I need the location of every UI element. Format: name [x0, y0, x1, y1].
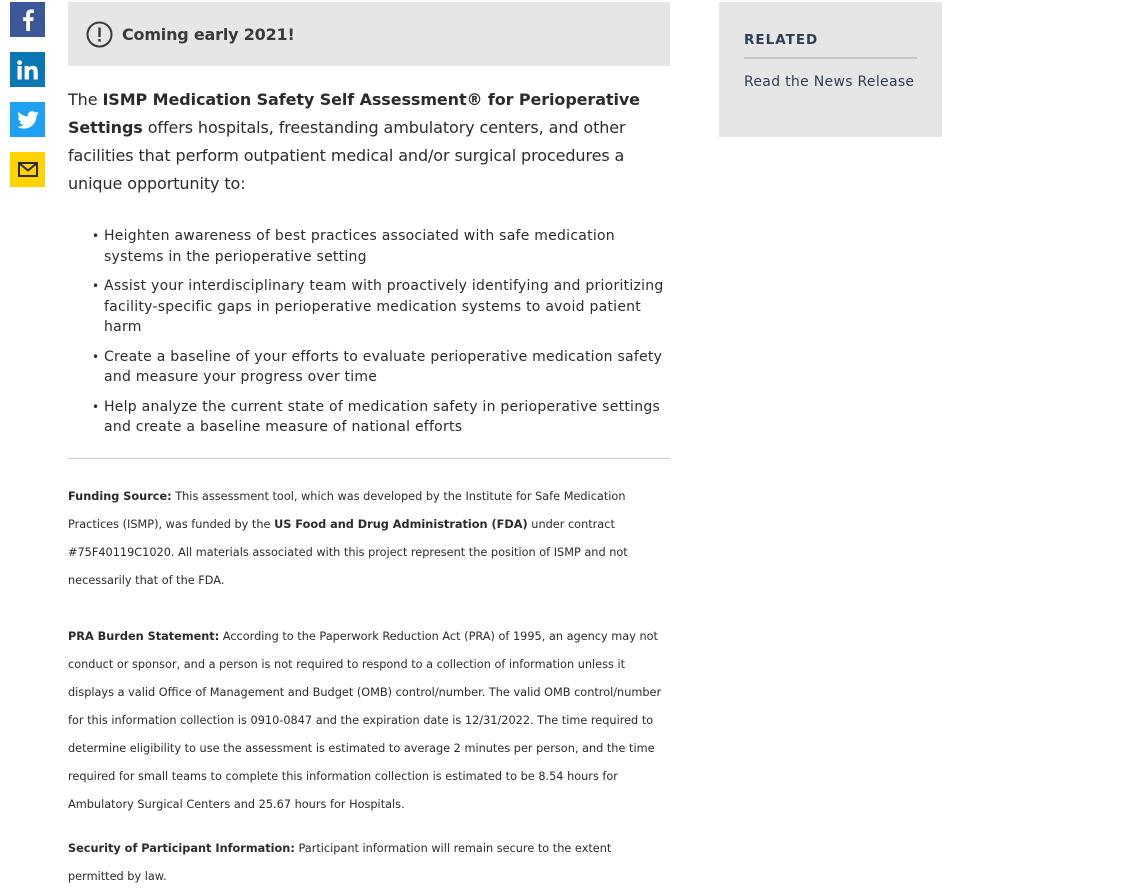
section-divider	[68, 458, 670, 459]
related-panel	[719, 2, 942, 137]
list-item: • Heighten awareness of best practices associated with safe medication systems in the perioperative setting	[92, 226, 670, 267]
social-share-bar	[10, 2, 45, 202]
funding-text-2: under contract #75F40119C1020. All materials associated with this project represent the position of ISMP and not necessarily that of the FDA.	[68, 517, 628, 587]
email-icon	[18, 162, 38, 177]
related-heading: RELATED	[744, 32, 819, 48]
intro-lead: The	[68, 90, 103, 109]
coming-soon-notice	[68, 2, 670, 66]
security-text: Participant information will remain secure to the extent permitted by law.	[68, 841, 612, 883]
funding-source-paragraph	[68, 483, 670, 595]
twitter-icon	[17, 111, 39, 129]
notice-title: Coming early 2021!	[122, 24, 295, 44]
linkedin-icon	[17, 60, 39, 80]
funding-label: Funding Source:	[68, 489, 172, 503]
funding-text-1: This assessment tool, which was developed by the Institute for Safe Medication Practices (ISMP), was funded by the	[68, 489, 626, 531]
linkedin-share-button[interactable]	[10, 52, 45, 87]
list-item: • Help analyze the current state of medication safety in perioperative settings and create a baseline measure of national efforts	[92, 397, 670, 438]
list-item: • Create a baseline of your efforts to evaluate perioperative medication safety and measure your progress over time	[92, 347, 670, 388]
exclamation-circle-icon	[86, 21, 113, 48]
pra-text: According to the Paperwork Reduction Act (PRA) of 1995, an agency may not conduct or sponsor, and a person is not required to respond to a collection of information unless it displays a valid Office of Management and Budget (OMB) control/number. The valid OMB control/number for this information collection is 0910-0847 and the expiration date is 12/31/2022. The time required to determine eligibility to use the assessment is estimated to average 2 minutes per person, and the time required for small teams to complete this information collection is estimated to be 8.54 hours for Ambulatory Surgical Centers and 25.67 hours for Hospitals.	[68, 629, 662, 811]
list-item: • Assist your interdisciplinary team with proactively identifying and prioritizing facility-specific gaps in perioperative medication systems to avoid patient harm	[92, 276, 670, 338]
product-name: ISMP Medication Safety Self Assessment® for Perioperative Settings	[68, 90, 640, 137]
benefits-list	[68, 226, 670, 438]
email-share-button[interactable]	[10, 152, 45, 187]
facebook-icon	[21, 9, 35, 31]
pra-label: PRA Burden Statement:	[68, 629, 220, 643]
security-paragraph	[68, 835, 670, 891]
main-content	[68, 2, 670, 891]
related-divider	[744, 57, 917, 59]
pra-burden-paragraph	[68, 623, 670, 819]
intro-paragraph	[68, 86, 670, 198]
funding-agency: US Food and Drug Administration (FDA)	[274, 517, 528, 531]
facebook-share-button[interactable]	[10, 2, 45, 37]
twitter-share-button[interactable]	[10, 102, 45, 137]
news-release-link[interactable]: Read the News Release	[744, 74, 915, 90]
intro-rest: offers hospitals, freestanding ambulatory centers, and other facilities that perform outpatient medical and/or surgical procedures a unique opportunity to:	[68, 118, 626, 193]
security-label: Security of Participant Information:	[68, 841, 295, 855]
